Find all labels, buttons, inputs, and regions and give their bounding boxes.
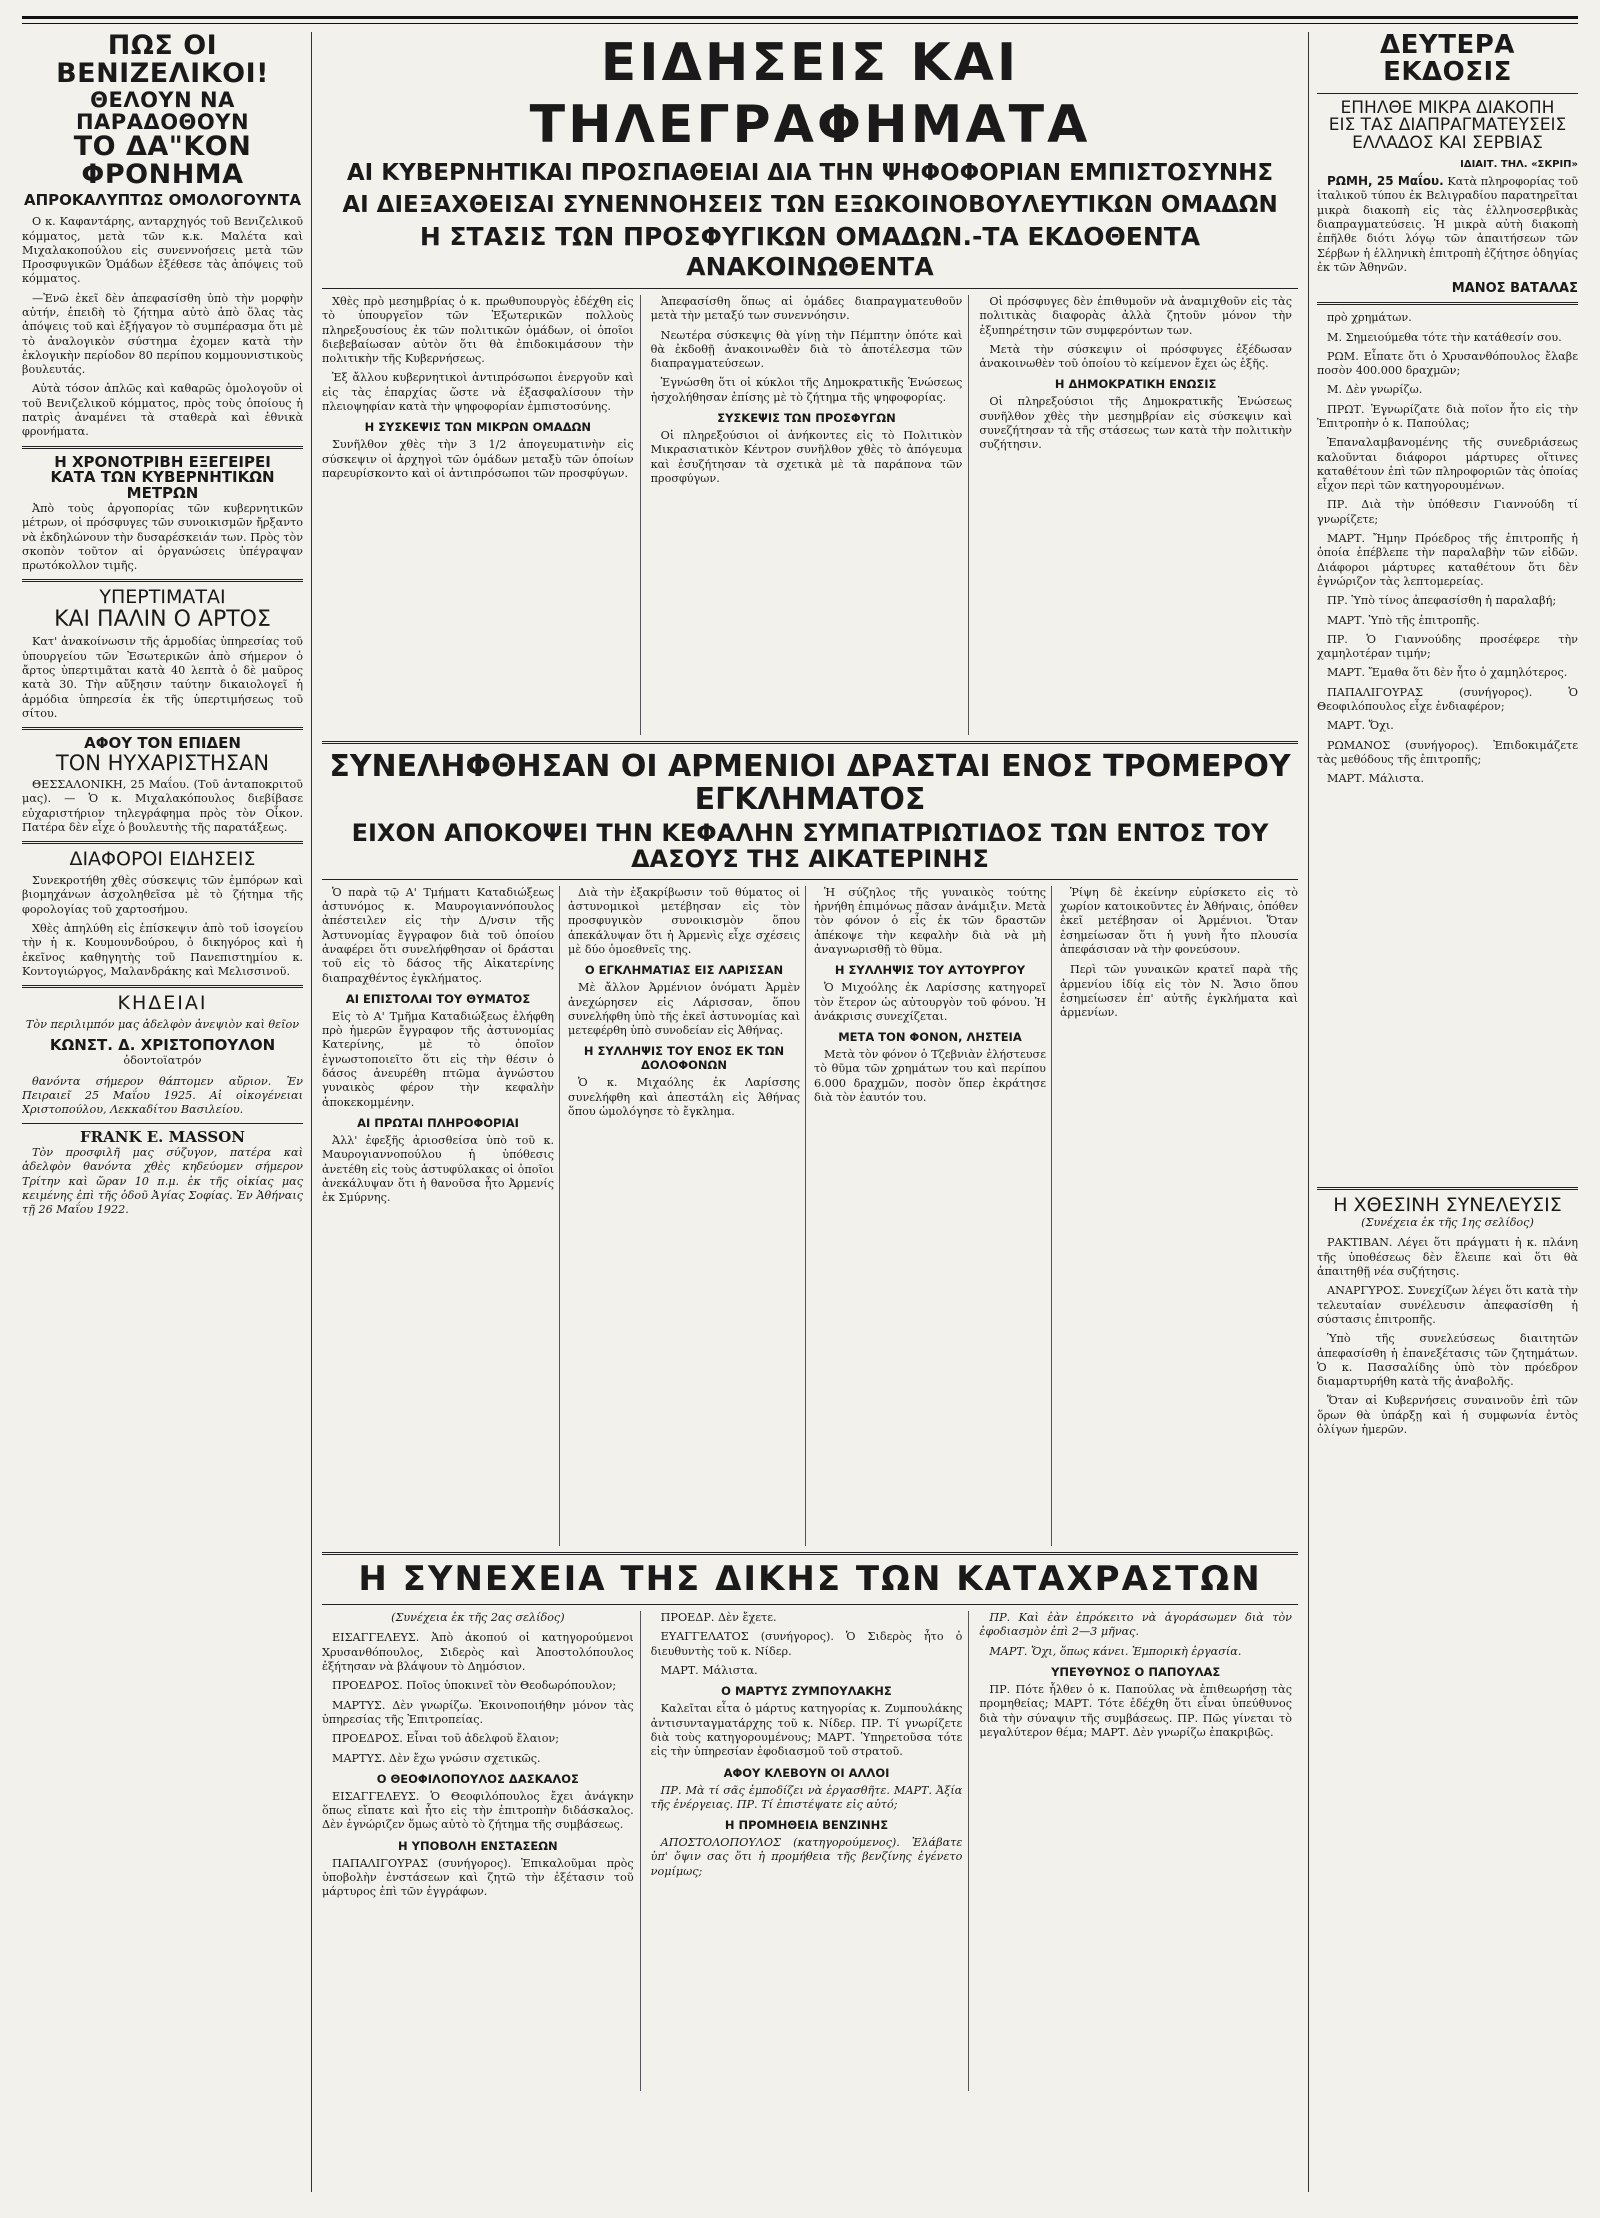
paragraph: Ἐπαναλαμβανομένης τῆς συνεδριάσεως καλοῦνται διάφοροι μάρτυρες οἵτινες καταθέτουν ἐπὶ τῶν πληροφοριῶν τὰς ὁποίας εἶχον περὶ τῶν κατηγορουμένων.: [1317, 436, 1578, 493]
lead-col-2-text-b: [651, 429, 963, 486]
paragraph: Χθὲς ἀπηλύθη εἰς ἐπίσκεψιν ἀπὸ τοῦ ἰσογείου τὴν ἡ κ. Κουμουνδούρου, ὁ δικηγόρος καὶ ἡ ἐκεῖνος καθηγητὴς τοῦ Πανεπιστημίου κ. Κοντογιώργος, Μαλανδράκης καὶ Μελισσινοῦ.: [22, 922, 303, 978]
crime-banner-1: ΣΥΝΕΛΗΦΘΗΣΑΝ ΟΙ ΑΡΜΕΝΙΟΙ ΔΡΑΣΤΑΙ ΕΝΟΣ ΤΡΟΜΕΡΟΥ ΕΓΚΛΗΜΑΤΟΣ: [329, 749, 1291, 817]
crime-col-2-text-b: [568, 981, 800, 1038]
lead-col-1-text: [322, 295, 634, 414]
trial-col-2-text-c: [651, 1784, 963, 1813]
bulletin-signature: ΜΑΝΟΣ ΒΑΤΑΛΑΣ: [1451, 281, 1578, 297]
paragraph: Ὁ παρὰ τῷ Α' Τμήματι Καταδιώξεως ἀστυνόμος κ. Μαυρογιαννόπουλος ἀπέστειλεν εἰς τὴν Δ/νσιν τῆς Ἀστυνομίας ἔγγραφον διὰ τοῦ ὁποίου ἀναφέρει ὅτι συνελήφθησαν οἱ δράσται τοῦ εἰς τὸ δάσος τῆς Αἰκατερίνης διαπραχθέντος ἐγκλήματος.: [322, 885, 554, 985]
paragraph: Ἀπὸ τοὺς ἀργοπορίας τῶν κυβερνητικῶν μέτρων, οἱ πρόσφυγες τῶν συνοικισμῶν ἤρξαντο νὰ ἐκδηλώνουν τὴν δυσαρέσκειάν των. Πρὸς τὸν σκοπὸν τοῦτον αἱ ὀργανώσεις ὑπέγραψαν πρωτόκολλον τιμῆς.: [22, 501, 303, 573]
trial-col-1-text: [322, 1631, 634, 1765]
subhead: ΑΙ ΕΠΙΣΤΟΛΑΙ ΤΟΥ ΘΥΜΑΤΟΣ: [345, 991, 531, 1006]
subhead: ΥΠΕΥΘΥΝΟΣ Ο ΠΑΠΟΥΛΑΣ: [1051, 1665, 1221, 1680]
crime-col-2-text-c: [568, 1076, 800, 1119]
bulletin-text: Κατὰ πληροφορίας τοῦ ἰταλικοῦ τύπου ἐκ Βελιγραδίου παρατηρεῖται μικρὰ διακοπὴ εἰς τὰς ἑλληνοσερβικὰς διαπραγματεύσεις. Ἡ μικρὰ αὐτὴ διακοπὴ ἐπῆλθε διότι λόγῳ τῶν ἀπαιτήσεων τῶν Σέρβων ἡ ἑλληνικὴ ἐπιτροπὴ ἐζήτησε ὁδηγίας ἐκ τῶν Ἀθηνῶν.: [1317, 175, 1578, 274]
paragraph: ΑΠΟΣΤΟΛΟΠΟΥΛΟΣ (κατηγορούμενος). Ἐλάβατε ὑπ' ὄψιν σας ὅτι ἡ προμήθεια τῆς βενζίνης ἐγένετο νομίμως;: [650, 1836, 963, 1878]
right-headline-2-line: ΕΛΛΑΔΟΣ ΚΑΙ ΣΕΡΒΙΑΣ: [1352, 133, 1543, 154]
divider: [1317, 93, 1578, 94]
paragraph: ΡΩΜ. Εἶπατε ὅτι ὁ Χρυσανθόπουλος ἔλαβε ποσὸν 400.000 δραχμῶν;: [1317, 349, 1578, 378]
right-headline-2: [1317, 97, 1578, 154]
paragraph: ΠΡ. Ὁ Γιαννούδης προσέφερε τὴν χαμηλοτέραν τιμήν;: [1317, 632, 1578, 661]
left-headline-2: [22, 452, 303, 503]
paragraph: ΠΡ. Πότε ἦλθεν ὁ κ. Παπούλας νὰ ἐπιθεωρήσῃ τὰς προμηθείας; ΜΑΡΤ. Τότε ἐδέχθη ὅτι εἶναι ὑπεύθυνος διὰ τὴν σύναψιν τῆς συμβάσεως. ΠΡ. Πῶς γίνεται τὸ μεγαλύτερον θέμα; ΜΑΡΤ. Δὲν γνωρίζω ἐπακριβῶς.: [979, 1683, 1292, 1739]
divider: [22, 841, 303, 844]
divider: [22, 727, 303, 730]
paragraph: ΠΑΠΑΛΙΓΟΥΡΑΣ (συνήγορος). Ὁ Θεοφιλόπουλος εἶχε ἐνδιαφέρον;: [1317, 685, 1578, 714]
left-story-4: [22, 778, 303, 835]
paragraph: ΠΡ. Ὑπὸ τίνος ἀπεφασίσθη ἡ παραλαβή;: [1327, 594, 1557, 608]
trial-banner: Η ΣΥΝΕΧΕΙΑ ΤΗΣ ΔΙΚΗΣ ΤΩΝ ΚΑΤΑΧΡΑΣΤΩΝ: [358, 1558, 1262, 1599]
left-headline-3-line: ΚΑΙ ΠΑΛΙΝ Ο ΑΡΤΟΣ: [54, 607, 271, 633]
right-trial-text: [1317, 311, 1578, 1181]
crime-col-3-text: [814, 886, 1046, 957]
left-story-5: [22, 874, 303, 979]
deck-1: ΑΙ ΚΥΒΕΡΝΗΤΙΚΑΙ ΠΡΟΣΠΑΘΕΙΑΙ ΔΙΑ ΤΗΝ ΨΗΦΟΦΟΡΙΑΝ ΕΜΠΙΣΤΟΣΥΝΗΣ: [346, 160, 1274, 186]
paragraph: Νεωτέρα σύσκεψις θὰ γίνῃ τὴν Πέμπτην ὁπότε καὶ θὰ ἐκδοθῇ ἀνακοινωθὲν διὰ τὸ ἀποτέλεσμα τῶν διαπραγματεύσεων.: [650, 328, 963, 371]
dateline: ΡΩΜΗ, 25 Μαΐου.: [1327, 174, 1444, 189]
left-headline-5: ΔΙΑΦΟΡΟΙ ΕΙΔΗΣΕΙΣ: [69, 848, 256, 871]
paragraph: Ὁ κ. Μιχαόλης ἐκ Λαρίσσης συνελήφθη καὶ ἀπεστάλη εἰς Ἀθήνας ὅπου ὡμολόγησε τὸ ἔγκλημα.: [568, 1076, 800, 1119]
paragraph: ΜΑΡΤ. Ἔμαθα ὅτι δὲν ἦτο ὁ χαμηλότερος.: [1327, 666, 1568, 680]
paragraph: —Ἐνῶ ἐκεῖ δὲν ἀπεφασίσθη ὑπὸ τὴν μορφὴν αὐτήν, ἐπειδὴ τὸ ζήτημα αὐτὸ ἀπὸ ὅλας τὰς ἀπόψεις τοῦ καὶ ἐξήγαγον τὸ συμπέρασμα ὅτι μὲ τὸ ἀναλογικὸν σύστημα ἐχομεν κατὰ τὴν ἐκλογικὴν περίοδον 80 περίπου κομμουνιστικοὺς βουλευτάς.: [22, 291, 303, 377]
paragraph: Ὑπὸ τῆς συνελεύσεως διαιτητῶν ἀπεφασίσθη ἡ ἐπανεξέτασις τῶν ζητημάτων. Ὁ κ. Πασσαλίδης ὑπὸ τὸν πρόεδρον διαμαρτυρήθη κατὰ τῆς ἀναβολῆς.: [1317, 1332, 1578, 1389]
right-column: [1308, 32, 1578, 2192]
divider: [22, 446, 303, 449]
lead-story-columns: [322, 295, 1298, 735]
paragraph: Ἀπεφασίσθη ὅπως αἱ ὁμάδες διαπραγματευθοῦν μετὰ τὴν μεταξύ των συνεννόησιν.: [650, 295, 963, 323]
divider: [22, 579, 303, 582]
divider: [322, 879, 1298, 880]
trial-col-2-text-d: [651, 1836, 963, 1879]
subhead: Ο ΕΓΚΛΗΜΑΤΙΑΣ ΕΙΣ ΛΑΡΙΣΣΑΝ: [584, 963, 784, 978]
trial-col-1-text-c: [322, 1857, 634, 1900]
left-headline-3-line: ΥΠΕΡΤΙΜΑΤΑΙ: [99, 586, 226, 609]
bulletin: [1317, 174, 1578, 275]
deck-2: ΑΙ ΔΙΕΞΑΧΘΕΙΣΑΙ ΣΥΝΕΝΝΟΗΣΕΙΣ ΤΩΝ ΕΞΩΚΟΙΝΟΒΟΥΛΕΥΤΙΚΩΝ ΟΜΑΔΩΝ: [342, 192, 1278, 218]
crime-col-1-text: [322, 886, 554, 986]
crime-col-2: [568, 886, 806, 1546]
trial-col-2-text: [651, 1611, 963, 1678]
funeral-text: [22, 1075, 303, 1118]
trial-col-3-text-b: [979, 1683, 1292, 1740]
crime-story-columns: [322, 886, 1298, 1546]
lead-col-2: [651, 295, 970, 735]
paragraph: ΜΑΡΤΥΣ. Δὲν ἔχω γνώσιν σχετικῶς.: [332, 1751, 541, 1765]
paragraph: Οἱ πληρεξούσιοι τῆς Δημοκρατικῆς Ἑνώσεως συνῆλθον χθὲς τὴν μεσημβρίαν εἰς σύσκεψιν καὶ συνεζήτησαν τὰ τῆς στάσεως των κατὰ τὴν πολιτικὴν συζήτησιν.: [979, 395, 1292, 452]
paragraph: Κατ' ἀνακοίνωσιν τῆς ἁρμοδίας ὑπηρεσίας τοῦ ὑπουργείου τῶν Ἐσωτερικῶν ἀπὸ σήμερον ὁ ἄρτος ὑπερτιμᾶται κατὰ 40 λεπτὰ ὁ δὲ μαῦρος κατὰ 30. Τὴν αὔξησιν ταύτην δικαιολογεῖ ἡ ἁρμόδια ὑπηρεσία ἐκ τῆς ὑπερτιμήσεως τοῦ σίτου.: [22, 635, 303, 720]
left-story-2: [22, 502, 303, 573]
paragraph: Μετὰ τὴν σύσκεψιν οἱ πρόσφυγες ἐξέδωσαν ἀνακοινωθὲν τοῦ ὁποίου τὸ κείμενον ἔχει ὡς ἑξῆς.: [979, 342, 1292, 371]
column-fade: [1309, 2168, 1578, 2192]
subhead: ΣΥΣΚΕΨΙΣ ΤΩΝ ΠΡΟΣΦΥΓΩΝ: [717, 411, 896, 426]
paragraph: ΠΡ. Καὶ ἐὰν ἐπρόκειτο νὰ ἀγοράσωμεν διὰ τὸν ἐφοδιασμὸν ἐπὶ 2—3 μῆνας.: [979, 1611, 1292, 1639]
funerals-headline: ΚΗΔΕΙΑΙ: [117, 992, 208, 1015]
assembly-text: [1317, 1236, 1578, 1437]
paragraph: Καλεῖται εἶτα ὁ μάρτυς κατηγορίας κ. Ζυμπουλάκης ἀντισυνταγματάρχης τοῦ κ. Νίδερ. ΠΡ. Τί γνωρίζετε διὰ τοὺς κατηγορουμένους; ΜΑΡΤ. Ὑπηρετοῦσα τότε εἰς τὴν ὑπηρεσίαν ἐφοδιασμοῦ τοῦ στρατοῦ.: [650, 1702, 963, 1759]
left-headline-1-line: ΘΕΛΟΥΝ ΝΑ ΠΑΡΑΔΟΘΟΥΝ: [75, 87, 250, 134]
subhead: Η ΔΗΜΟΚΡΑΤΙΚΗ ΕΝΩΣΙΣ: [1054, 377, 1217, 392]
lead-col-1-text-b: [322, 438, 634, 481]
paragraph: ΘΕΣΣΑΛΟΝΙΚΗ, 25 Μαΐου. (Τοῦ ἀνταποκριτοῦ μας). — Ὁ κ. Μιχαλακόπουλος διεβίβασε εὐχαριστήριον τηλεγράφημα πρὸς τὸν Οἶκον. Πατέρα δὲν εἶχε ὁ βουλευτὴς τῆς παρατάξεως.: [22, 778, 303, 834]
paragraph: Ἐξ ἄλλου κυβερνητικοὶ ἀντιπρόσωποι ἐνεργοῦν καὶ εἰς τὰς ἐπαρχίας ὥστε νὰ ἐξασφαλίσουν τὴν πλειοψηφίαν κατὰ τὴν ψηφοφορίαν ἐμπιστοσύνης.: [322, 371, 634, 414]
trial-col-3: [979, 1611, 1298, 2091]
trial-col-2: [651, 1611, 970, 2091]
divider: [1317, 1187, 1578, 1190]
divider: [1317, 302, 1578, 305]
crime-col-4: [1060, 886, 1298, 1546]
masthead: ΕΙΔΗΣΕΙΣ ΚΑΙ ΤΗΛΕΓΡΑΦΗΜΑΤΑ: [529, 33, 1091, 155]
paragraph: Περὶ τῶν γυναικῶν κρατεῖ παρὰ τῆς ἀρμενίου ἰδίᾳ εἰς τὸν Ν. Ἄσιο ὅπου ἐσημείωσεν ἐπ' αὐτῆς ἐγκλήματα καὶ ἀρμενίων.: [1060, 963, 1298, 1020]
column-fade: [22, 2168, 311, 2192]
crime-col-3-text-b: [814, 981, 1046, 1024]
paragraph: Ῥίψη δὲ ἐκείνην εὑρίσκετο εἰς τὸ χωρίον κατοικοῦντες ἐν Ἀθήναις, ὁπόθεν ἐκεῖ μετέβησαν οἱ Ἀρμένιοι. Ὅταν ἐσημείωσαν ὅτι ἡ γυνὴ ἦτο πλουσία ἀπεφάσισαν νὰ τὴν φονεύσουν.: [1060, 885, 1298, 956]
divider: [322, 1552, 1298, 1555]
paragraph: ΜΑΡΤΥΣ. Δὲν γνωρίζω. Ἐκοινοποιήθην μόνον τὰς ὑπηρεσίας τῆς Ἐπιτροπείας.: [322, 1698, 634, 1726]
second-edition-headline: ΔΕΥΤΕΡΑ ΕΚΔΟΣΙΣ: [1380, 32, 1515, 88]
paragraph: Ἐγνώσθη ὅτι οἱ κύκλοι τῆς Δημοκρατικῆς Ἑνώσεως ἠσχολήθησαν ἐπίσης μὲ τὸ ζήτημα τῆς ψηφοφορίας.: [650, 376, 963, 404]
funeral-intro: Τὸν περιλιμπόν μας ἀδελφὸν ἀνεψιὸν καὶ θεῖον: [25, 1018, 300, 1032]
paragraph: ΜΑΡΤ. Ὄχι, ὅπως κάνει. Ἐμπορικὴ ἐργασία.: [989, 1644, 1242, 1658]
paragraph: ΜΑΡΤ. Μάλιστα.: [1327, 772, 1425, 786]
paragraph: ΠΡΟΕΔΡΟΣ. Εἶναι τοῦ ἀδελφοῦ ἔλαιον;: [332, 1732, 560, 1746]
lead-col-3-text-b: [979, 395, 1292, 452]
funeral-role: ὀδοντοϊατρόν: [123, 1054, 202, 1068]
paragraph: Ο κ. Καφαντάρης, ανταρχηγός τοῦ Βενιζελικοῦ κόμματος, μετὰ τῶν κ.κ. Μαλέτα καὶ Μιχαλακοπούλου εἰς συνεννοήσεις μετὰ τῶν Προσφυγικῶν Ὁμάδων ἐξέθεσε τὰς ἀπόψεις τοῦ κόμματος.: [22, 215, 303, 286]
left-headline-1: [22, 32, 303, 189]
paragraph: Τὸν προσφιλῆ μας σύζυγον, πατέρα καὶ ἀδελφὸν θανόντα χθὲς κηδεύομεν σήμερον Τρίτην καὶ ὥραν 10 π.μ. ἐκ τῆς οἰκίας μας κειμένης ἐπὶ τῆς ὁδοῦ Ἀγίας Σοφίας. Ἐν Ἀθήναις τῇ 26 Μαΐου 1922.: [22, 1146, 303, 1217]
crime-col-4-text: [1060, 886, 1298, 957]
deck-3: Η ΣΤΑΣΙΣ ΤΩΝ ΠΡΟΣΦΥΓΙΚΩΝ ΟΜΑΔΩΝ.-ΤΑ ΕΚΔΟΘΕΝΤΑ ΑΝΑΚΟΙΝΩΘΕΝΤΑ: [419, 222, 1201, 281]
paragraph: Μ. Δὲν γνωρίζω.: [1327, 383, 1423, 397]
crime-col-4-text-b: [1060, 963, 1298, 1020]
paragraph: ΠΡΩΤ. Ἐγνωρίζατε διὰ ποῖον ἦτο εἰς τὴν Ἐπιτροπὴν ὁ κ. Παπούλας;: [1317, 402, 1578, 430]
divider: [322, 1604, 1298, 1605]
divider: [22, 985, 303, 988]
paragraph: Ὅταν αἱ Κυβερνήσεις συναινοῦν ἐπὶ τῶν ὅρων θὰ ὑπάρξῃ καὶ ἡ συμφωνία ἐντὸς ὀλίγων ἡμερῶν.: [1317, 1394, 1578, 1436]
subhead: Ο ΜΑΡΤΥΣ ΖΥΜΠΟΥΛΑΚΗΣ: [721, 1684, 892, 1699]
paragraph: Ὁ Μιχοόλης ἐκ Λαρίσσης κατηγορεῖ τὸν ἕτερον ὡς αὐτουργὸν τοῦ φόνου. Ἡ ἀνάκρισις συνεχίζεται.: [814, 981, 1046, 1023]
left-headline-1-line: ΤΟ ΔΑ"ΚΟΝ ΦΡΟΝΗΜΑ: [73, 130, 252, 191]
continued-note: (Συνέχεια ἐκ τῆς 2ας σελίδος): [391, 1611, 565, 1625]
paragraph: Συνεκροτήθη χθὲς σύσκεψις τῶν ἐμπόρων καὶ βιομηχάνων ἀσχοληθεῖσα μὲ τὸ ζήτημα τῆς φορολογίας τοῦ χαρτοσήμου.: [22, 874, 303, 916]
left-headline-4-line: ΤΟΝ ΗΥΧΑΡΙΣΤΗΣΑΝ: [55, 750, 270, 775]
crime-col-1-text-c: [322, 1134, 554, 1205]
funeral-name-2: FRANK E. MASSON: [80, 1128, 245, 1147]
paragraph: Μετὰ τὸν φόνον ὁ Τζεβνιὰν ἐλήστευσε τὸ θῦμα τῶν χρημάτων του καὶ περίπου 6.000 δραχμῶν, ποσὸν ὅπερ ἐκράτησε διὰ τὸν ἑαυτόν του.: [814, 1048, 1046, 1105]
paragraph: πρὸ χρημάτων.: [1327, 311, 1412, 325]
subhead: ΑΙ ΠΡΩΤΑΙ ΠΛΗΡΟΦΟΡΙΑΙ: [357, 1115, 519, 1130]
paragraph: θανόντα σήμερον θάπτομεν αὔριον. Ἐν Πειραιεῖ 25 Μαΐου 1925. Αἱ οἰκογένειαι Χριστοπούλου, Λεκκαδίτου Βασιλείου.: [22, 1074, 303, 1117]
lead-col-2-text: [651, 295, 963, 405]
continued-note: (Συνέχεια ἐκ τῆς 1ης σελίδος): [1361, 1216, 1534, 1230]
trial-col-3-text: [979, 1611, 1292, 1659]
left-column: [22, 32, 312, 2192]
paragraph: ΜΑΡΤ. Ὑπὸ τῆς ἐπιτροπῆς.: [1327, 613, 1480, 627]
lead-col-1: [322, 295, 641, 735]
paragraph: Αὐτὰ τόσον ἀπλῶς καὶ καθαρῶς ὁμολογοῦν οἱ τοῦ Βενιζελικοῦ κόμματος, πρὸς τοὺς ὁποίους ἡ πατρὶς ἀναμένει τὰ σταθερὰ καὶ ἐθνικὰ φρονήματα.: [22, 382, 303, 439]
trial-col-2-text-b: [651, 1702, 963, 1759]
lead-col-3-text: [979, 295, 1292, 371]
subhead: Η ΠΡΟΜΗΘΕΙΑ ΒΕΝΖΙΝΗΣ: [724, 1818, 889, 1833]
paragraph: ΕΙΣΑΓΓΕΛΕΥΣ. Ὁ Θεοφιλόπουλος ἔχει ἀνάγκην ὅπως εἴπατε καὶ ἦτο εἰς τὴν ἐπιτροπὴν διδάσκαλος. Δὲν ἐγνώριζεν ὅμως αὐτὸ τὸ ζήτημα τῆς συμβάσεως.: [322, 1789, 634, 1832]
trial-story-columns: [322, 1611, 1298, 2091]
crime-col-3-text-c: [814, 1048, 1046, 1105]
right-headline-2-line: ΕΙΣ ΤΑΣ ΔΙΑΠΡΑΓΜΑΤΕΥΣΕΙΣ: [1328, 115, 1567, 136]
left-story-3: [22, 635, 303, 721]
divider: [22, 1123, 303, 1124]
subhead: Ο ΘΕΟΦΙΛΟΠΟΥΛΟΣ ΔΑΣΚΑΛΟΣ: [376, 1771, 579, 1786]
crime-col-1: [322, 886, 560, 1546]
subhead: Η ΣΥΛΛΗΨΙΣ ΤΟΥ ΑΥΤΟΥΡΓΟΥ: [834, 963, 1026, 978]
subhead: ΜΕΤΑ ΤΟΝ ΦΟΝΟΝ, ΛΗΣΤΕΙΑ: [838, 1030, 1022, 1045]
crime-banner-2: ΕΙΧΟΝ ΑΠΟΚΟΨΕΙ ΤΗΝ ΚΕΦΑΛΗΝ ΣΥΜΠΑΤΡΙΩΤΙΔΟΣ ΤΩΝ ΕΝΤΟΣ ΤΟΥ ΔΑΣΟΥΣ ΤΗΣ ΑΙΚΑΤΕΡΙΝΗΣ: [351, 819, 1269, 874]
left-headline-3: [22, 588, 303, 631]
crime-col-3: [814, 886, 1052, 1546]
subhead: Η ΣΥΛΛΗΨΙΣ ΤΟΥ ΕΝΟΣ ΕΚ ΤΩΝ ΔΟΛΟΦΟΝΩΝ: [583, 1044, 785, 1073]
paragraph: ΡΑΚΤΙΒΑΝ. Λέγει ὅτι πράγματι ἡ κ. πλάνη τῆς ὑποθέσεως δὲν ἔλειπε καὶ ὅτι θὰ ἀπαιτηθῇ νέα συζήτησις.: [1317, 1236, 1578, 1279]
left-headline-4: [22, 736, 303, 774]
telegram-label: ΙΔΙΑΙΤ. ΤΗΛ. «ΣΚΡΙΠ»: [1460, 159, 1578, 171]
left-headline-1-sub: ΑΠΡΟΚΑΛΥΠΤΩΣ ΟΜΟΛΟΓΟΥΝΤΑ: [24, 191, 301, 210]
paragraph: ΜΑΡΤ. Ὄχι.: [1327, 719, 1394, 733]
subhead: Η ΣΥΣΚΕΨΙΣ ΤΩΝ ΜΙΚΡΩΝ ΟΜΑΔΩΝ: [364, 420, 592, 435]
paragraph: ΡΩΜΑΝΟΣ (συνήγορος). Ἐπιδοκιμάζετε τὰς μεθόδους τῆς ἐπιτροπῆς;: [1317, 738, 1578, 766]
paragraph: Ἡ σύζηλος τῆς γυναικὸς τούτης ἠρνήθη ἐπιμόνως πᾶσαν ἀνάμιξιν. Μετὰ τὸν φόνον ὁ εἷς ἐκ τῶν δραστῶν ἀπέκοψε τὴν κεφαλὴν διὰ νὰ μὴ ἀναγνωρισθῇ τὸ θῦμα.: [814, 885, 1046, 956]
paragraph: ΕΥΑΓΓΕΛΑΤΟΣ (συνήγορος). Ὁ Σιδερὸς ἦτο ὁ διευθυντὴς τοῦ κ. Νίδερ.: [650, 1630, 963, 1658]
paragraph: Συνῆλθον χθὲς τὴν 3 1/2 ἀπογευματινὴν εἰς σύσκεψιν οἱ ἀρχηγοὶ τῶν ὁμάδων μεταξὺ τῶν ὁποίων παρευρίσκοντο καὶ οἱ ἀντιπρόσωποι τῶν προσφύγων.: [322, 438, 634, 480]
lead-col-3: [979, 295, 1298, 735]
paragraph: Μ. Σημειούμεθα τότε τὴν κατάθεσίν σου.: [1327, 330, 1562, 344]
paragraph: ΠΡΟΕΔΡ. Δὲν ἔχετε.: [660, 1611, 777, 1625]
funeral-text-2: [22, 1146, 303, 1217]
paragraph: Μὲ ἄλλον Ἀρμένιον ὀνόματι Ἀρμὲν ἀνεχώρησεν εἰς Λάρισσαν, ὅπου συνελήφθη ὑπὸ τῆς ἐκεῖ ἀστυνομίας καὶ μετεφέρθη ὑπὸ συνοδείαν εἰς Ἀθήνας.: [568, 981, 800, 1038]
paragraph: ΜΑΡΤ. Μάλιστα.: [660, 1664, 758, 1678]
trial-col-1-text-b: [322, 1790, 634, 1833]
page-columns: [22, 32, 1578, 2192]
divider: [322, 741, 1298, 744]
paragraph: Εἰς τὸ Α' Τμῆμα Καταδιώξεως ἐλήφθη πρὸ ἡμερῶν ἔγγραφον τῆς ἀστυνομίας Κατερίνης, μὲ τὸ ὁποῖον ἐγνωστοποιεῖτο ὅτι εἰς τὴν θέσιν ὁ δάσος ἀνευρέθη πτῶμα ἀγνώστου γυναικὸς φέρον τὴν κεφαλὴν ἀποκεκομμένην.: [322, 1009, 554, 1109]
subhead: ΑΦΟΥ ΚΛΕΒΟΥΝ ΟΙ ΑΛΛΟΙ: [723, 1765, 890, 1780]
paragraph: ΠΑΠΑΛΙΓΟΥΡΑΣ (συνήγορος). Ἐπικαλοῦμαι πρὸς ὑποβολὴν ἐνστάσεων καὶ ζητῶ τὴν ἐξέτασιν τοῦ μάρτυρος ἐπὶ τῶν ἐγγράφων.: [322, 1856, 634, 1899]
left-headline-2-line: Η ΧΡΟΝΟΤΡΙΒΗ ΕΞΕΓΕΙΡΕΙ: [54, 452, 271, 471]
center-column: [322, 32, 1298, 2192]
left-headline-1-line: ΠΩΣ ΟΙ ΒΕΝΙΖΕΛΙΚΟΙ!: [56, 32, 269, 90]
paragraph: Ἀλλ' ἐφεξῆς ἀριοσθείσα ὑπὸ τοῦ κ. Μαυρογιαννοπούλου ἡ ὑπόθεσις ἀνετέθη εἰς τοὺς ἀστυφύλακας οἱ ὁποῖοι ἀνεκάλυψαν ὅτι ἡ θανοῦσα ἦτο Ἀρμενίς ἐκ Σμύρνης.: [322, 1133, 554, 1205]
left-story-1: [22, 215, 303, 439]
paragraph: ΑΝΑΡΓΥΡΟΣ. Συνεχίζων λέγει ὅτι κατὰ τὴν τελευταίαν συνέλευσιν ἀπεφασίσθη ἡ σύστασις ἐπιτροπῆς.: [1317, 1284, 1578, 1326]
divider: [322, 288, 1298, 289]
trial-col-1: [322, 1611, 641, 2091]
left-headline-2-line: ΚΑΤΑ ΤΩΝ ΚΥΒΕΡΝΗΤΙΚΩΝ ΜΕΤΡΩΝ: [50, 468, 275, 503]
subhead: Η ΥΠΟΒΟΛΗ ΕΝΣΤΑΣΕΩΝ: [398, 1838, 558, 1853]
paragraph: ΠΡ. Διὰ τὴν ὑπόθεσιν Γιαννούδη τί γνωρίζετε;: [1317, 498, 1578, 526]
paragraph: Διὰ τὴν ἐξακρίβωσιν τοῦ θύματος οἱ ἀστυνομικοὶ μετέβησαν εἰς τὸν προσφυγικὸν συνοικισμὸν ὅπου ἀπεκάλυψαν ὅτι ἡ Ἀρμενὶς εἶχε σχέσεις μὲ δύο ὁμοεθνεῖς της.: [568, 885, 800, 956]
paragraph: Οἱ πληρεξούσιοι οἱ ἀνήκοντες εἰς τὸ Πολιτικὸν Μικρασιατικὸν Κέντρον συνῆλθον χθὲς τὸ ἀπόγευμα καὶ ἐσυζήτησαν τὰ σχετικὰ μὲ τὰ παράπονα τῶν προσφύγων.: [650, 429, 963, 485]
paragraph: ΠΡ. Μὰ τί σᾶς ἐμποδίζει νὰ ἐργασθῆτε. ΜΑΡΤ. Ἀξία τῆς ἐνέργειας. ΠΡ. Τί ἐπιστέψατε εἰς αὐτό;: [650, 1783, 963, 1811]
paragraph: ΠΡΟΕΔΡΟΣ. Ποῖος ὑποκινεῖ τὸν Θεοδωρόπουλον;: [332, 1679, 617, 1693]
paragraph: ΕΙΣΑΓΓΕΛΕΥΣ. Ἀπὸ ἀκοπού οἱ κατηγορούμενοι Χρυσανθόπουλος, Σιδερὸς καὶ Ἀποστολόπουλος ἐξήτησαν νὰ βλάψουν τὸ Δημόσιον.: [322, 1631, 634, 1674]
funeral-name: ΚΩΝΣΤ. Δ. ΧΡΙΣΤΟΠΟΥΛΟΝ: [49, 1036, 276, 1055]
assembly-headline: Η ΧΘΕΣΙΝΗ ΣΥΝΕΛΕΥΣΙΣ: [1333, 1194, 1562, 1217]
top-rule: [22, 16, 1578, 24]
crime-col-1-text-b: [322, 1010, 554, 1110]
left-headline-4-line: ΑΦΟΥ ΤΟΝ ΕΠΙΔΕΝ: [84, 734, 241, 753]
right-headline-2-line: ΕΠΗΛΘΕ ΜΙΚΡΑ ΔΙΑΚΟΠΗ: [1340, 97, 1555, 118]
crime-col-2-text: [568, 886, 800, 957]
paragraph: ΜΑΡΤ. Ἤμην Πρόεδρος τῆς ἐπιτροπῆς ἡ ὁποία ἐπέβλεπε τὴν παραλαβὴν τῶν εἰδῶν. Διάφοροι μάρτυρες καταθέτουν ὅτι δὲν ἐγνώριζον τὰς λεπτομερείας.: [1317, 532, 1578, 588]
paragraph: Χθὲς πρὸ μεσημβρίας ὁ κ. πρωθυπουργὸς ἐδέχθη εἰς τὸ ὑπουργεῖον τῶν Ἐξωτερικῶν πολλοὺς πληρεξουσίους ἐκ τῶν πολιτικῶν ὁμάδων, οἱ ὁποῖοι διεβεβαίωσαν αὐτὸν ὅτι θὰ ἐπιδοκιμάσουν τὴν πολιτικὴν τῆς Κυβερνήσεως.: [322, 295, 634, 366]
paragraph: Οἱ πρόσφυγες δὲν ἐπιθυμοῦν νὰ ἀναμιχθοῦν εἰς τὰς πολιτικὰς διαφορὰς ἀλλὰ ζητοῦν μόνον τὴν ἐξυπηρέτησιν τῶν συμφερόντων των.: [979, 295, 1292, 337]
